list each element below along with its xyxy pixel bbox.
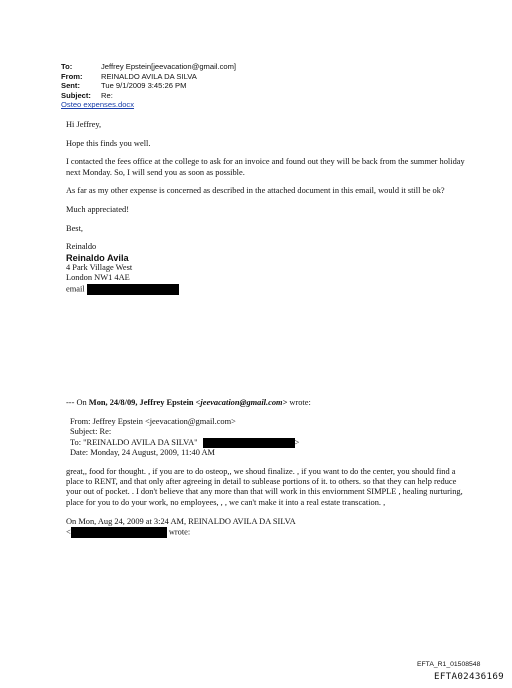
nested-quote-wrote: wrote: (168, 527, 191, 537)
footer-reference-2: EFTA02436169 (434, 671, 504, 682)
paragraph-4: Much appreciated! (66, 205, 130, 215)
quote-intro-address: <jeevacation@gmail.com> (195, 398, 288, 407)
email-header (61, 62, 236, 110)
nested-quote-wrote-line (66, 527, 466, 538)
closing: Best, (66, 223, 83, 233)
redaction-block (203, 438, 295, 448)
sent-value: Tue 9/1/2009 3:45:26 PM (101, 81, 187, 91)
sent-label: Sent: (61, 81, 80, 91)
greeting: Hi Jeffrey, (66, 120, 102, 129)
address-line-2: London NW1 4AE (66, 273, 130, 283)
paragraph-3: As far as my other expense is concerned as described in the attached document in this email, would it still be ok? (66, 186, 445, 196)
quoted-message (66, 398, 466, 538)
redaction-block (87, 284, 179, 295)
quoted-to-tail: > (294, 437, 300, 447)
quote-intro-prefix: --- On (66, 398, 89, 407)
footer-reference-1: EFTA_R1_01508548 (417, 661, 481, 668)
signature-full-name: Reinaldo Avila (66, 252, 129, 263)
quoted-to-text: To: "REINALDO AVILA DA SILVA" (70, 437, 198, 447)
paragraph-2: I contacted the fees office at the college to ask for an invoice and found out they will be back from the summer holiday next Monday. So, I will send you as soon as possible. (66, 157, 465, 177)
nested-quote-intro: On Mon, Aug 24, 2009 at 3:24 AM, REINALDO AVILA DA SILVA (66, 516, 296, 526)
quoted-message-text: great,, food for thought. , if you are to do osteop,, we shoud finalize. , if you want to do the center, you should find a place to RENT, and that only after agreeing in detail to sublease portions of it. to others. so that they can help reduce your out of pocket. . I don't believe that any more than that will work in this enviornment SIMPLE , healing nurturing, place for you to do your work, no employees, , , we can't make it into a real estate transcation. , (66, 467, 463, 507)
to-label: To: (61, 62, 73, 71)
subject-label: Subject: (61, 90, 91, 100)
to-value: Jeffrey Epstein[jeevacation@gmail.com] (101, 62, 237, 71)
header-sent-row (61, 81, 236, 91)
nested-quote-lt: < (66, 527, 71, 537)
quoted-from: From: Jeffrey Epstein <jeevacation@gmail.com> (70, 417, 236, 427)
header-to-row (61, 62, 236, 72)
email-label: email (66, 284, 85, 294)
signature-block (66, 242, 466, 294)
subject-value: Re: (101, 90, 113, 100)
header-from-row (61, 72, 236, 82)
quote-intro-suffix: wrote: (287, 398, 311, 407)
attachment-link[interactable]: Osteo expenses.docx (61, 100, 135, 110)
quoted-to (70, 438, 466, 448)
redaction-block (71, 527, 167, 538)
header-subject-row (61, 91, 236, 101)
header-attachment-row (61, 100, 236, 110)
quote-intro-date: Mon, 24/8/09, Jeffrey Epstein (88, 398, 194, 407)
email-line (66, 284, 466, 295)
from-value: REINALDO AVILA DA SILVA (101, 71, 197, 81)
email-body (66, 120, 466, 295)
quoted-subject: Subject: Re: (70, 427, 112, 437)
address-line-1: 4 Park Village West (66, 263, 133, 273)
from-label: From: (61, 71, 83, 81)
quoted-date: Date: Monday, 24 August, 2009, 11:40 AM (70, 447, 216, 457)
paragraph-1: Hope this finds you well. (66, 138, 151, 148)
quote-intro (66, 398, 466, 408)
quoted-headers (70, 417, 466, 458)
signature-first-name: Reinaldo (66, 242, 97, 252)
